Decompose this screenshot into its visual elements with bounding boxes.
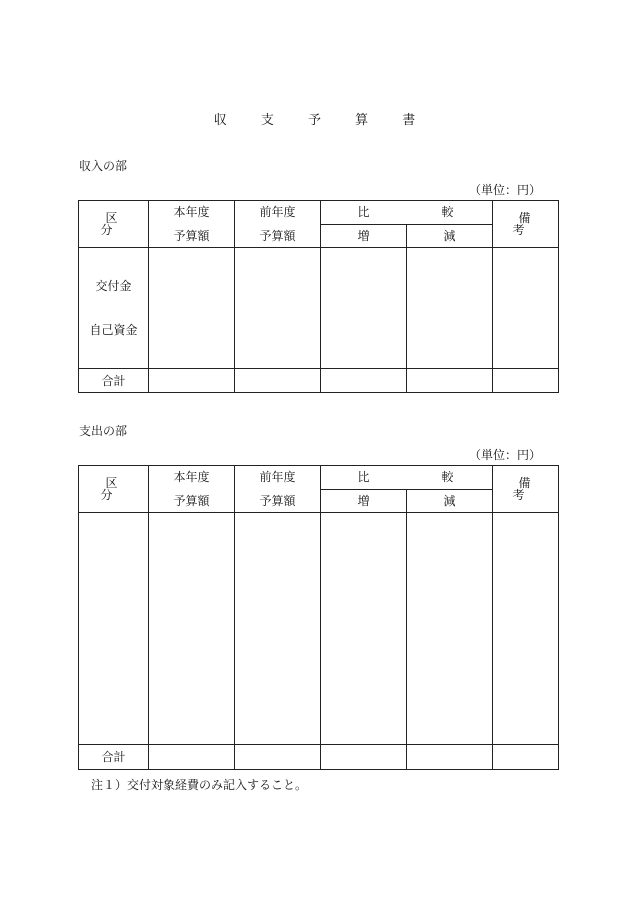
income-total-remarks <box>493 369 559 393</box>
header-current-year: 本年度 予算額 <box>149 466 235 513</box>
expense-table <box>78 465 571 770</box>
document-title: 収 支 予 算 書 <box>213 113 431 128</box>
expense-category-cell <box>79 513 149 745</box>
expense-total-current <box>149 745 235 770</box>
header-previous-year: 前年度 予算額 <box>235 466 321 513</box>
header-decrease: 減 <box>407 489 493 513</box>
footnote: 注１）交付対象経費のみ記入すること。 <box>91 778 308 792</box>
income-total-increase <box>321 369 407 393</box>
expense-increase-cell <box>321 513 407 745</box>
header-remarks: 備 考 <box>493 201 559 248</box>
expense-unit-label: （単位：円） <box>468 448 541 462</box>
expense-remarks-cell <box>493 513 559 745</box>
expense-section-label: 支出の部 <box>79 424 128 438</box>
header-comparison: 比 較 <box>321 466 493 490</box>
expense-total-label: 合計 <box>79 745 149 770</box>
income-item-own-funds: 自己資金 <box>89 323 138 337</box>
income-table <box>78 200 571 393</box>
header-current-year: 本年度 予算額 <box>149 201 235 248</box>
income-increase-cell <box>321 248 407 369</box>
header-category: 区 分 <box>79 201 149 248</box>
income-remarks-cell <box>493 248 559 369</box>
expense-total-remarks <box>493 745 559 770</box>
header-comparison: 比 較 <box>321 201 493 225</box>
income-unit-label: （単位：円） <box>468 183 541 197</box>
income-decrease-cell <box>407 248 493 369</box>
header-category: 区 分 <box>79 466 149 513</box>
income-total-previous <box>235 369 321 393</box>
expense-current-year-cell <box>149 513 235 745</box>
expense-total-previous <box>235 745 321 770</box>
header-previous-year: 前年度 予算額 <box>235 201 321 248</box>
income-item-grant: 交付金 <box>95 279 132 293</box>
expense-decrease-cell <box>407 513 493 745</box>
header-decrease: 減 <box>407 224 493 248</box>
header-increase: 増 <box>321 224 407 248</box>
income-current-year-cell <box>149 248 235 369</box>
expense-total-increase <box>321 745 407 770</box>
header-increase: 増 <box>321 489 407 513</box>
income-total-current <box>149 369 235 393</box>
income-section-label: 収入の部 <box>79 159 128 173</box>
income-total-decrease <box>407 369 493 393</box>
income-previous-year-cell <box>235 248 321 369</box>
header-remarks: 備 考 <box>493 466 559 513</box>
income-total-label: 合計 <box>79 369 149 393</box>
income-category-cell <box>79 248 149 369</box>
expense-previous-year-cell <box>235 513 321 745</box>
expense-total-decrease <box>407 745 493 770</box>
